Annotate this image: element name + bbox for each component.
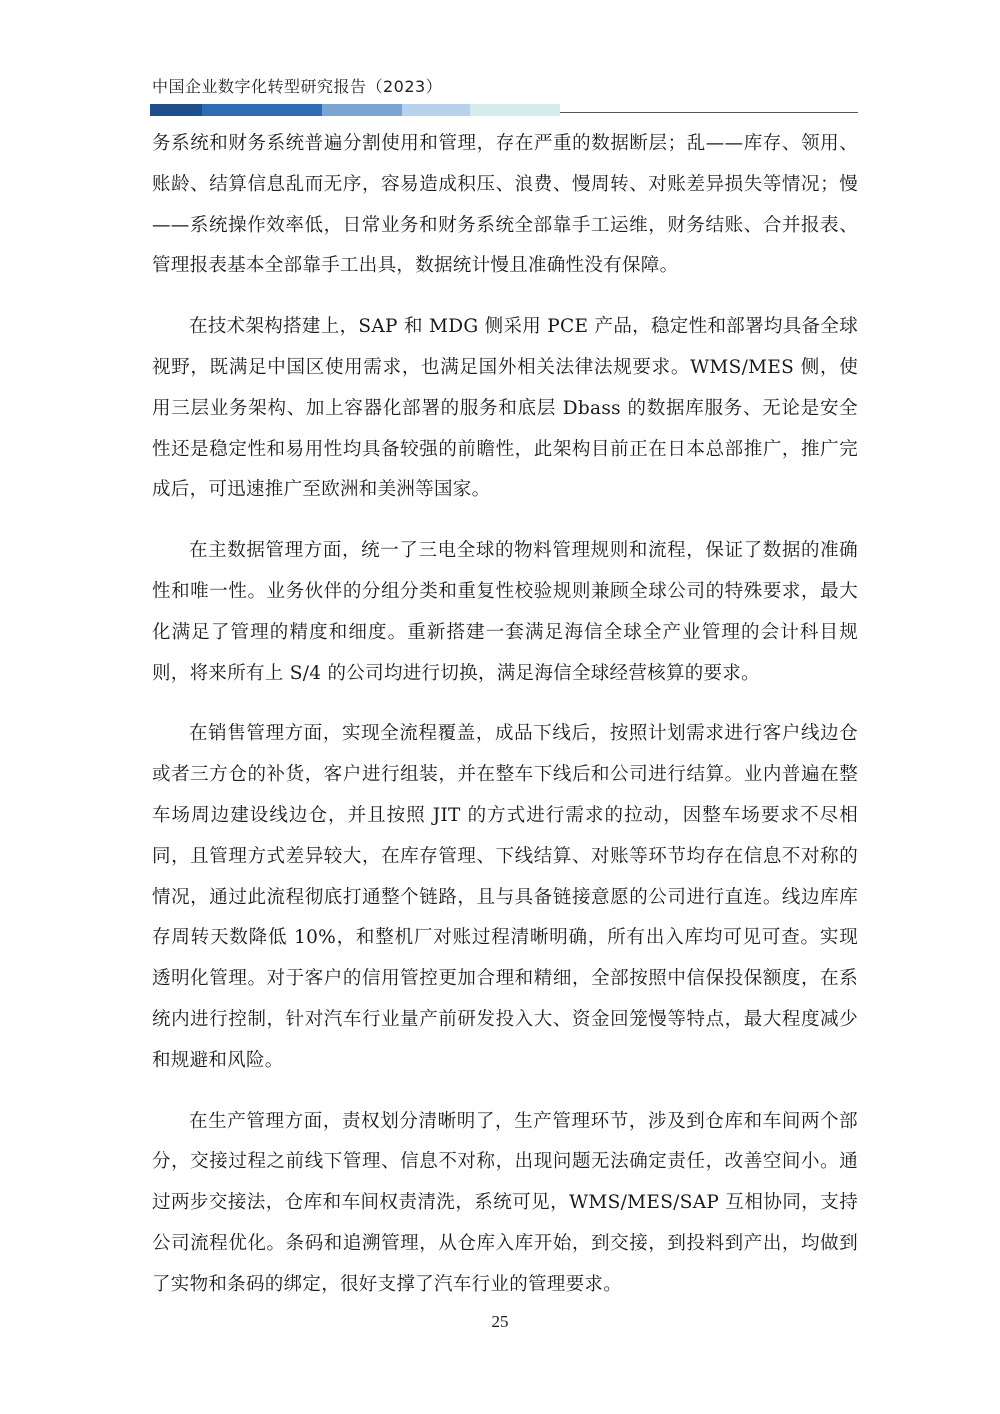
page-number: 25 [491,1312,509,1331]
paragraph-sales-management: 在销售管理方面，实现全流程覆盖，成品下线后，按照计划需求进行客户线边仓或者三方仓的补货，客户进行组装，并在整车下线后和公司进行结算。业内普遍在整车场周边建设线边仓，并且按照 JIT 的方式进行需求的拉动，因整车场要求不尽相同，且管理方式差异较大，在库存管理、下线结算、对账等环节均存在信息不对称的情况，通过此流程彻底打通整个链路，且与具备链接意愿的公司进行直连。线边库库存周转天数降低 10%，和整机厂对账过程清晰明确，所有出入库均可见可查。实现透明化管理。对于客户的信用管控更加合理和精细，全部按照中信保投保额度，在系统内进行控制，针对汽车行业量产前研发投入大、资金回笼慢等特点，最大程度减少和规避和风险。 [152,723,858,1071]
header-bar-segment [322,104,402,116]
paragraph-technical-architecture: 在技术架构搭建上，SAP 和 MDG 侧采用 PCE 产品，稳定性和部署均具备全球视野，既满足中国区使用需求，也满足国外相关法律法规要求。WMS/MES 侧，使用三层业务架构、加上容器化部署的服务和底层 Dbass 的数据库服务、无论是安全性还是稳定性和易用性均具备较强的前瞻性，此架构目前正在日本总部推广，推广完成后，可迅速推广至欧洲和美洲等国家。 [152,316,858,501]
body-text [152,124,858,1326]
paragraph-production-management: 在生产管理方面，责权划分清晰明了，生产管理环节，涉及到仓库和车间两个部分，交接过程之前线下管理、信息不对称，出现问题无法确定责任，改善空间小。通过两步交接法，仓库和车间权责清洗，系统可见，WMS/MES/SAP 互相协同，支持公司流程优化。条码和追溯管理，从仓库入库开始，到交接，到投料到产出，均做到了实物和条码的绑定，很好支撑了汽车行业的管理要求。 [152,1110,858,1295]
header-bar-segment [402,104,470,116]
header-rule [560,112,858,113]
header-bar-segment [202,104,322,116]
running-header-title: 中国企业数字化转型研究报告（2023） [152,77,443,96]
header-bar-segment [470,104,560,116]
header-bar-segment [150,104,202,116]
paragraph-master-data: 在主数据管理方面，统一了三电全球的物料管理规则和流程，保证了数据的准确性和唯一性。业务伙伴的分组分类和重复性校验规则兼顾全球公司的特殊要求，最大化满足了管理的精度和细度。重新搭建一套满足海信全球全产业管理的会计科目规则，将来所有上 S/4 的公司均进行切换，满足海信全球经营核算的要求。 [152,540,858,684]
header-color-bar [150,104,560,116]
paragraph-continued: 务系统和财务系统普遍分割使用和管理，存在严重的数据断层；乱——库存、领用、账龄、结算信息乱而无序，容易造成积压、浪费、慢周转、对账差异损失等情况；慢——系统操作效率低，日常业务和财务系统全部靠手工运维，财务结账、合并报表、管理报表基本全部靠手工出具，数据统计慢且准确性没有保障。 [152,133,858,277]
